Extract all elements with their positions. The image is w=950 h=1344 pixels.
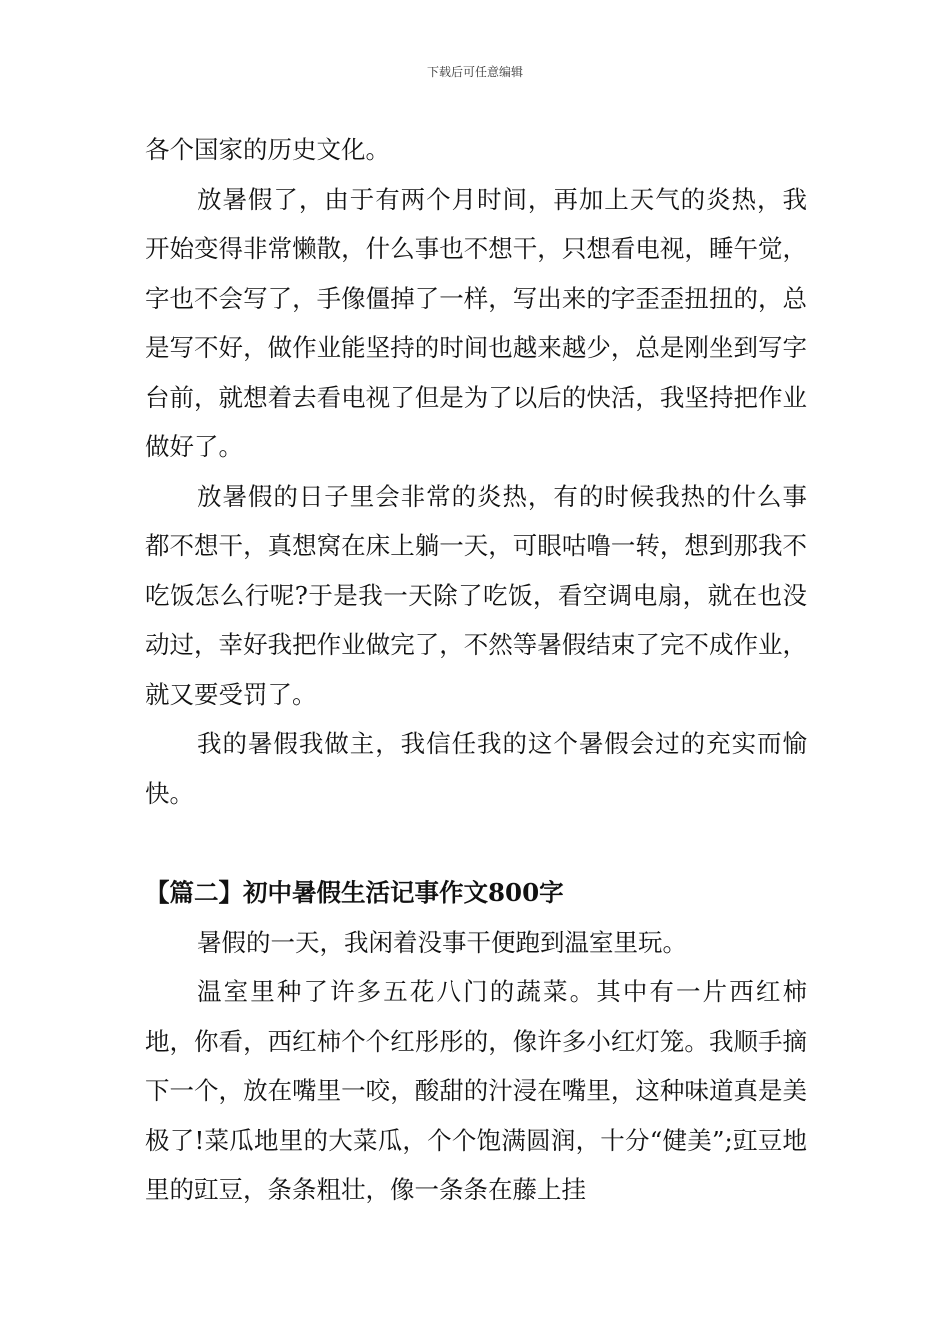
paragraph-3: 放暑假的日子里会非常的炎热，有的时候我热的什么事都不想干，真想窝在床上躺一天，可眼咕噜一转，想到那我不吃饭怎么行呢?于是我一天除了吃饭，看空调电扇，就在也没动过，幸好我把作业做完了，不然等暑假结束了完不成作业，就又要受罚了。: [145, 481, 807, 709]
paragraph-1: 各个国家的历史文化。: [145, 135, 390, 164]
paragraph-4: 我的暑假我做主，我信任我的这个暑假会过的充实而愉快。: [145, 729, 807, 808]
section-spacer: [145, 818, 807, 868]
paragraph-5: 暑假的一天，我闲着没事干便跑到温室里玩。: [197, 927, 687, 957]
paragraph-6: 温室里种了许多五花八门的蔬菜。其中有一片西红柿地，你看，西红柿个个红彤彤的，像许多小红灯笼。我顺手摘下一个，放在嘴里一咬，酸甜的汁浸在嘴里，这种味道真是美极了!菜瓜地里的大菜瓜，个个饱满圆润，十分“健美”;豇豆地里的豇豆，条条粗壮，像一条条在藤上挂: [145, 977, 807, 1204]
paragraph-2: 放暑假了，由于有两个月时间，再加上天气的炎热，我开始变得非常懒散，什么事也不想干，只想看电视，睡午觉，字也不会写了，手像僵掉了一样，写出来的字歪歪扭扭的，总是写不好，做作业能坚持的时间也越来越少，总是刚坐到写字台前，就想着去看电视了但是为了以后的快活，我坚持把作业做好了。: [145, 184, 807, 461]
section-heading: 【篇二】初中暑假生活记事作文800字: [145, 878, 564, 907]
page-header: 下载后可任意编辑: [426, 65, 523, 79]
document-body: [145, 125, 807, 1215]
